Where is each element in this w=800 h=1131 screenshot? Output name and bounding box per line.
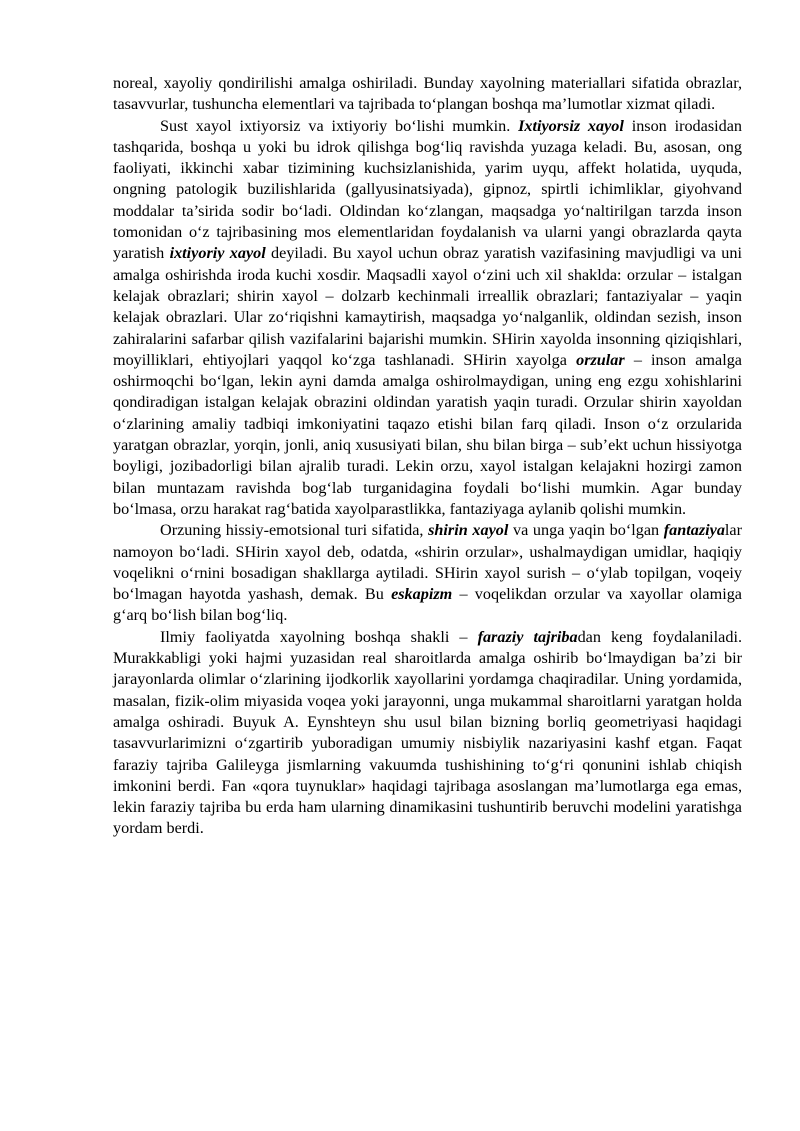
term-eskapizm: eskapizm — [391, 585, 453, 604]
paragraph-text: inson irodasidan tashqarida, boshqa u yoki bu idrok qilishga bog‘liq ravishda yuzaga keladi. Bu, asosan, ong faoliyati, ikkinchi xabar tizimining kuchsizlanishida, yarim uyqu, affekt holatida, uyquda, ongning patologik buzilishlarida (gallyusinatsiyada), gipnoz, spirtli ichimliklar, giyohvand moddalar ta’sirida sodir bo‘ladi. Oldindan ko‘zlangan, maqsadga yo‘naltirilgan tarzda inson tomonidan o‘z tajribasining mos elementlaridan foydalanish va ularni yangi obrazlarda qayta yaratish — [113, 116, 743, 263]
paragraph-text: dan keng foydalaniladi. Murakkabligi yoki hajmi yuzasidan real sharoitlarda amalga oshirib bo‘lmaydigan ba’zi bir jarayonlarda olimlar o‘zlarining ijodkorlik xayollarini yordamga chaqiradilar. Uning yordamida, masalan, fizik-olim miyasida voqea yoki jarayonni, unga mukammal sharoitlarni yaratgan holda amalga oshiradi. Buyuk A. Eynshteyn shu usul bilan bizning borliq geometriyasi haqidagi tasavvurlarimizni o‘zgartirib yuboradigan umumiy nisbiylik nazariyasini kashf etgan. Faqat faraziy tajriba Galileyga jismlarning vakuumda tushishining to‘g‘ri qonunini ishlab chiqish imkonini berdi. Fan «qora tuynuklar» haqidagi tajribaga asoslangan ma’lumotlarga ega emas, lekin faraziy tajriba bu erda ham ularning dinamikasini tushuntirib beruvchi modelini yaratishga yordam berdi. — [113, 627, 743, 838]
document-page — [113, 73, 742, 840]
paragraph-3 — [113, 520, 742, 626]
paragraph-text: lar namoyon bo‘ladi. SHirin xayol deb, odatda, «shirin orzular», ushalmaydigan umidlar, haqiqiy voqelikni o‘rnini bosadigan shakllarga aytiladi. SHirin xayol surish – o‘ylab topilgan, voqeiy bo‘lmagan hayotda yashash, demak. Bu — [113, 521, 742, 604]
term-shirin-xayol: shirin xayol — [428, 521, 509, 540]
term-fantaziya: fantaziya — [663, 521, 725, 540]
paragraph-text: – inson amalga oshirmoqchi bo‘lgan, lekin ayni damda amalga oshirolmaydigan, uning eng ezgu xohishlarini qondiradigan istalgan kelajak obrazini oldindan yaratish yaqin turadi. Orzular shirin xayoldan o‘zlarining amaliy tadbiqi imkoniyatini taqazo etishi bilan farq qiladi. Inson o‘z orzularida yaratgan obrazlar, yorqin, jonli, aniq xususiyati bilan, shu bilan birga – sub’ekt uchun hissiyotga boyligi, jozibadorligi bilan ajralib turadi. Lekin orzu, xayol istalgan kelajakni hozirgi zamon bilan muntazam ravishda bog‘lab turganidagina foydali bo‘lishi mumkin. Agar bunday bo‘lmasa, orzu harakat rag‘batida xayolparastlikka, fantaziyaga aylanib qolishi mumkin. — [113, 350, 742, 518]
term-ixtiyoriy-xayol: ixtiyoriy xayol — [169, 244, 266, 263]
paragraph-text: deyiladi. Bu xayol uchun obraz yaratish vazifasining mavjudligi va uni amalga oshirishda iroda kuchi xosdir. Maqsadli xayol o‘zini uch xil shaklda: orzular – istalgan kelajak obrazlari; shirin xayol – dolzarb kechinmali irreallik obrazlari; fantaziyalar – yaqin kelajak obrazlari. Ular zo‘riqishni kamaytirish, maqsadga yo‘nalganlik, oldindan sezish, inson zahiralarini safarbar qilish vazifalarini bajarishi mumkin. SHirin xayolda insonning qiziqishlari, moyilliklari, ehtiyojlari yaqqol ko‘zga tashlanadi. SHirin xayolga — [113, 244, 742, 369]
paragraph-text: Ilmiy faoliyatda xayolning boshqa shakli – — [160, 627, 478, 646]
term-ixtiyorsiz-xayol: Ixtiyorsiz xayol — [518, 116, 624, 135]
term-orzular: orzular — [576, 350, 625, 369]
paragraph-text: Orzuning hissiy-emotsional turi sifatida, — [160, 521, 429, 540]
term-faraziy-tajriba: faraziy tajriba — [477, 627, 578, 646]
paragraph-4 — [113, 627, 742, 840]
paragraph-text: va unga yaqin bo‘lgan — [508, 521, 664, 540]
paragraph-2 — [113, 116, 742, 521]
paragraph-text: noreal, xayoliy qondirilishi amalga oshiriladi. Bunday xayolning materiallari sifatida obrazlar, tasavvurlar, tushuncha elementlari va tajribada to‘plangan boshqa ma’lumotlar xizmat qiladi. — [113, 74, 742, 114]
paragraph-text: Sust xayol ixtiyorsiz va ixtiyoriy bo‘lishi mumkin. — [160, 116, 519, 135]
paragraph-1 — [113, 73, 742, 116]
paragraph-text: – voqelikdan orzular va xayollar olamiga g‘arq bo‘lish bilan bog‘liq. — [113, 585, 742, 625]
